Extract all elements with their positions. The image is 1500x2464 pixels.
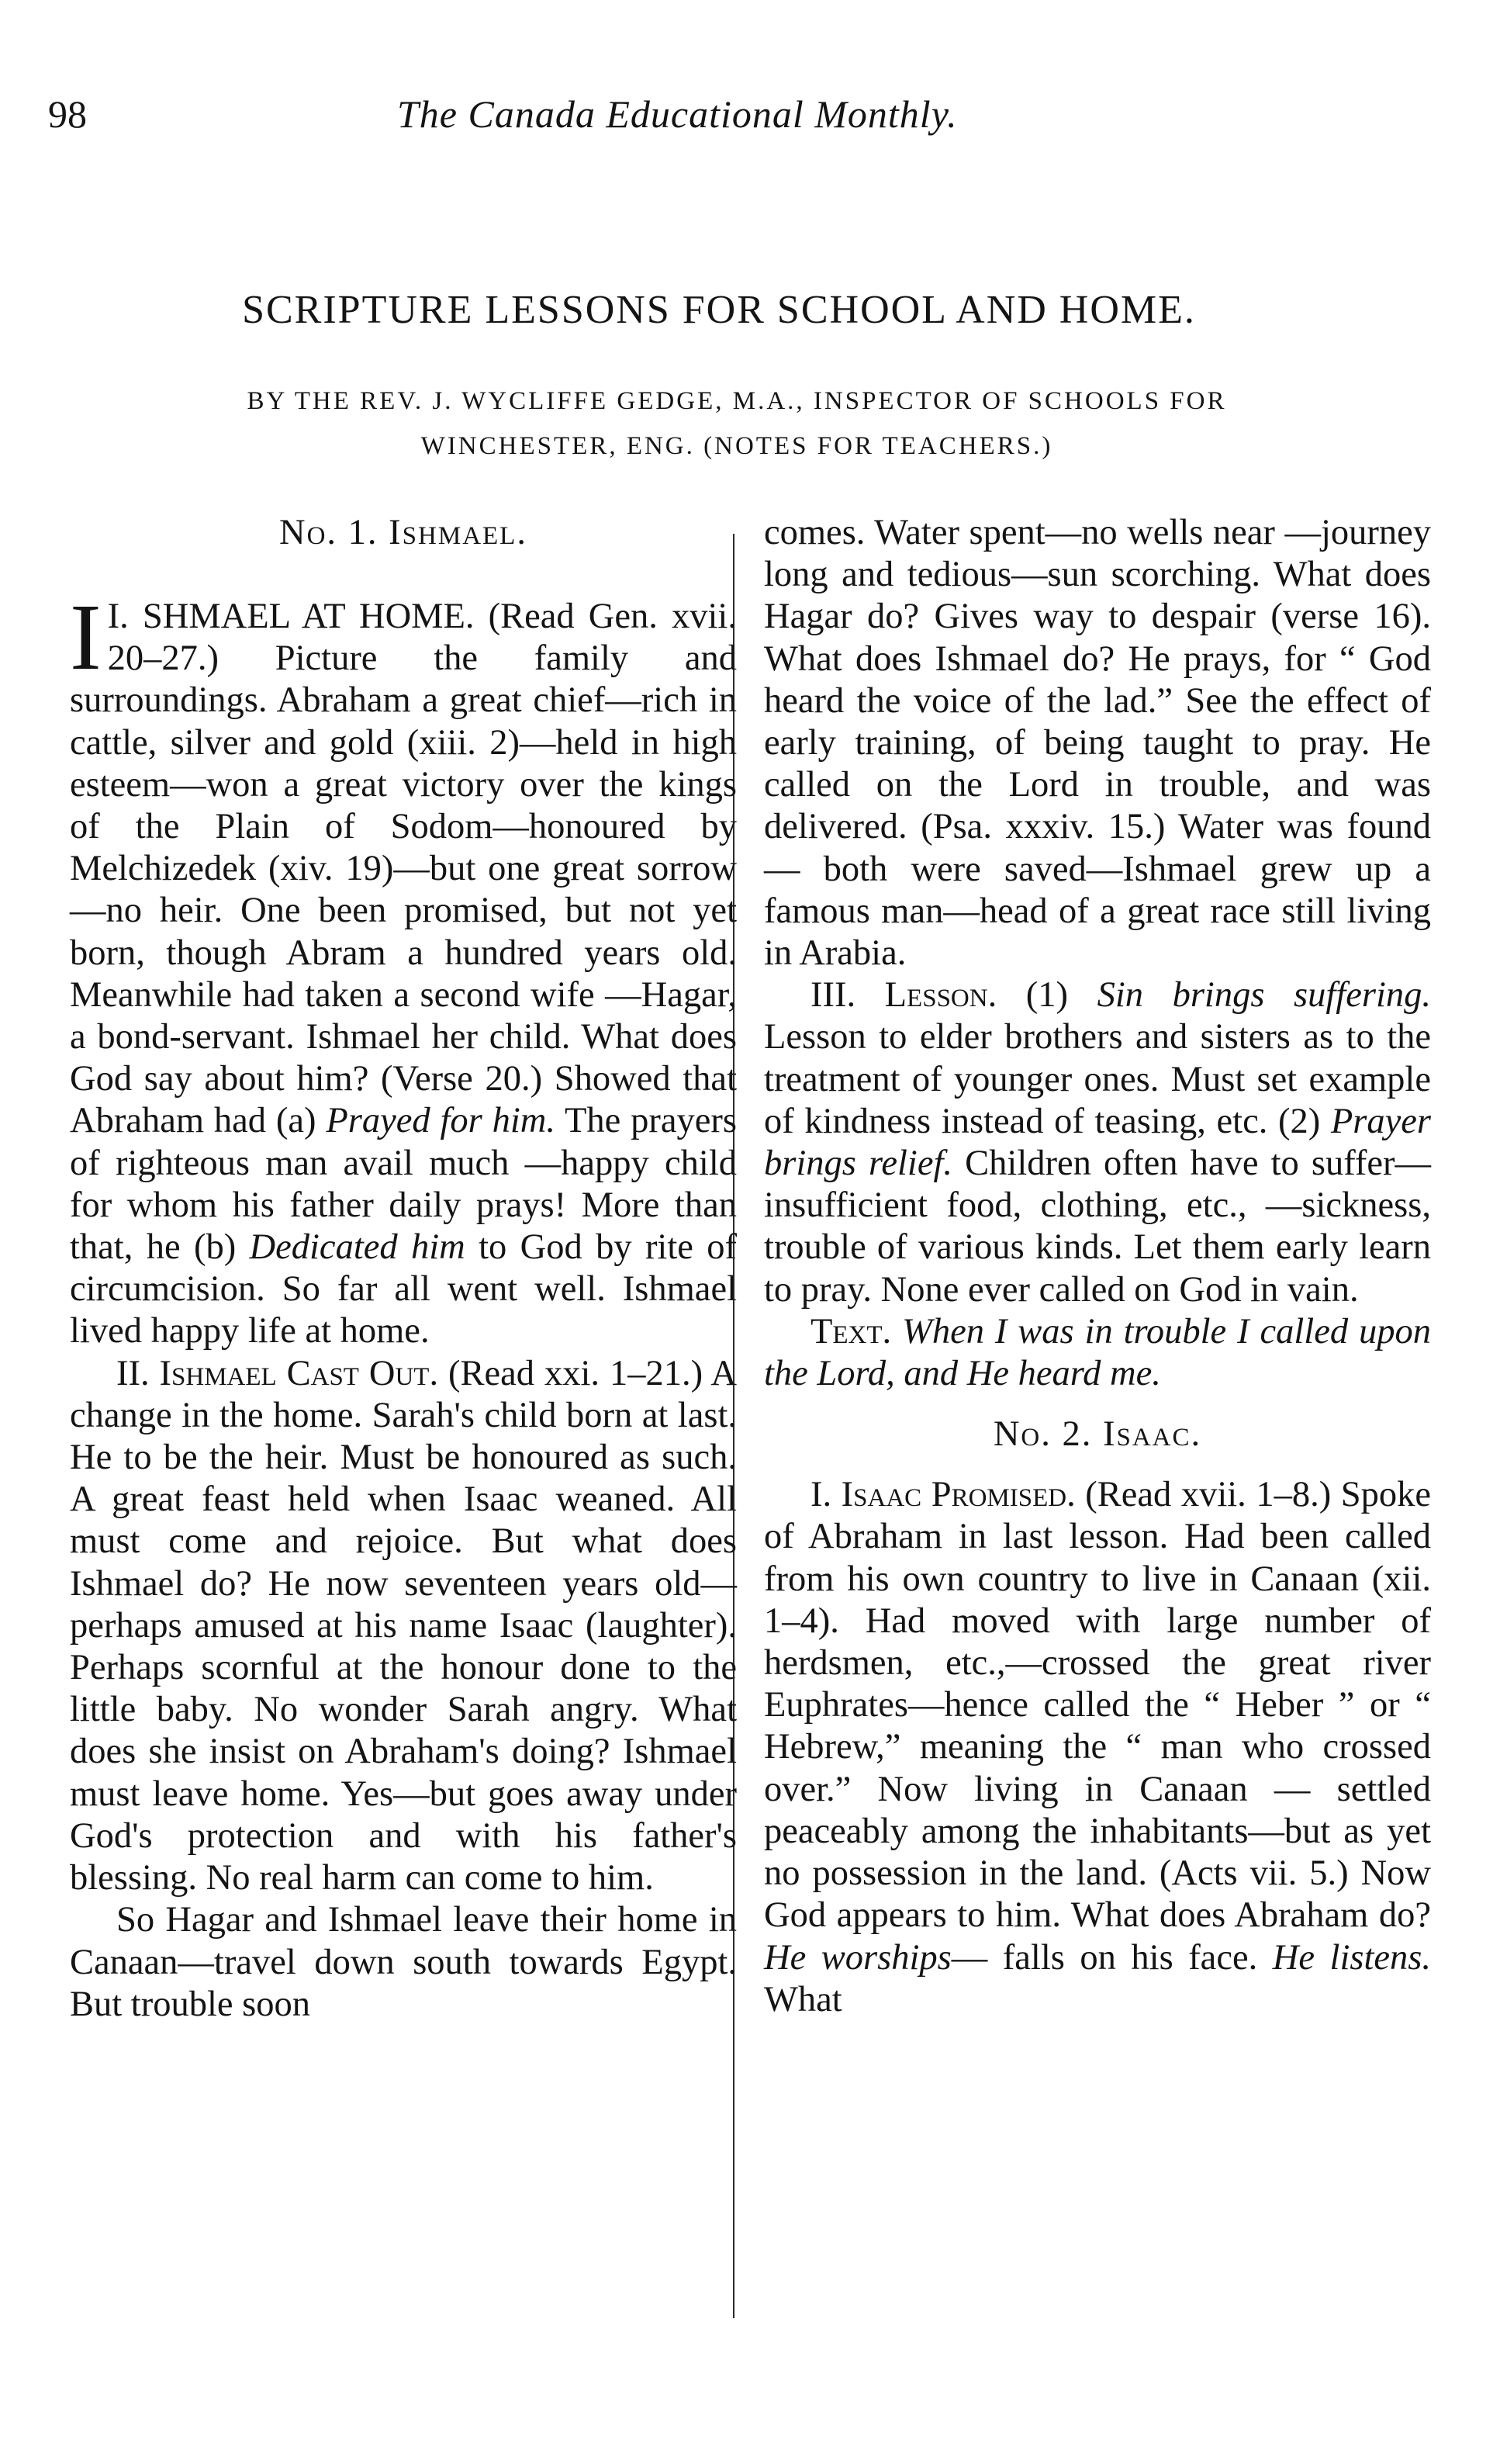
- byline: [116, 379, 1357, 469]
- section-text: to God by rite of circumcision. So far all went well. Ishmael lived happy life at home.: [70, 1227, 737, 1351]
- lesson-1-text-quote: [764, 1311, 1431, 1395]
- section-text: The prayers of righteous man avail much —happy child for whom his father daily prays! More than that, he (b): [70, 1101, 737, 1268]
- section-heading-inline: I. Isaac Promised.: [810, 1475, 1076, 1515]
- emphasis-text: He worships: [764, 1937, 952, 1978]
- spacer: [70, 554, 737, 596]
- right-column: [764, 512, 1431, 2021]
- section-text: — falls on his face.: [951, 1937, 1273, 1978]
- drop-cap: I: [70, 585, 102, 690]
- section-text: Children often have to suffer—insufficient food, clothing, etc., —sickness, trouble of various kinds. Let them early learn to pray. None ever called on God in vain.: [764, 1144, 1431, 1310]
- text-quote: When I was in trouble I called upon the Lord, and He heard me.: [764, 1311, 1431, 1394]
- byline-line-2: WINCHESTER, ENG. (NOTES FOR TEACHERS.): [420, 432, 1053, 460]
- spacer: [764, 1395, 1431, 1414]
- section-heading-inline: III. Lesson.: [810, 975, 997, 1016]
- running-head: [48, 92, 1072, 146]
- section-text: What: [764, 1979, 842, 2019]
- lesson-1-section-2: [70, 1353, 737, 1900]
- lesson-1-section-2-continued: So Hagar and Ishmael leave their home in Canaan—travel down south towards Egypt. But trouble soon: [70, 1900, 737, 2024]
- section-number: I.: [107, 597, 143, 636]
- article-title: SCRIPTURE LESSONS FOR SCHOOL AND HOME.: [242, 288, 1196, 332]
- journal-title: The Canada Educational Monthly.: [397, 92, 958, 136]
- section-text: Lesson to elder brothers and sisters as to the treatment of younger ones. Must set example of kindness instead of teasing, etc. (2): [764, 1017, 1431, 1141]
- emphasis-text: Prayed for him.: [326, 1101, 555, 1141]
- lesson-1-section-3: [764, 974, 1431, 1311]
- emphasis-text: Dedicated him: [249, 1227, 465, 1268]
- section-text: (Read Gen. xvii. 20–27.) Picture the family and surroundings. Abraham a great chief—rich in cattle, silver and gold (xiii. 2)—held in high esteem—won a great victory over the kings of the Plain of Sodom—honoured by Melchizedek (xiv. 19)—but one great sorrow—no heir. One been promised, but not yet born, though Abram a hundred years old. Meanwhile had taken a second wife —Hagar, a bond-servant. Ishmael her child. What does God say about him? (Verse 20.) Showed that Abraham had (a): [70, 597, 737, 1141]
- emphasis-text: He listens.: [1272, 1937, 1431, 1978]
- section-text: (Read xvii. 1–8.) Spoke of Abraham in last lesson. Had been called from his own country to live in Canaan (xii. 1–4). Had moved with large number of herdsmen, etc.,—crossed the great river Euphrates—hence called the “ Heber ” or “ Hebrew,” meaning the “ man who crossed over.” Now living in Canaan — settled peaceably among the inhabitants—but as yet no possession in the land. (Acts vii. 5.) Now God appears to him. What does Abraham do?: [764, 1475, 1431, 1936]
- byline-line-1: BY THE REV. J. WYCLIFFE GEDGE, M.A., INSPECTOR OF SCHOOLS FOR: [247, 387, 1227, 415]
- page-number: 98: [48, 92, 87, 136]
- section-text: (Read xxi. 1–21.) A change in the home. Sarah's child born at last. He to be the heir. Must be honoured as such. A great feast held when Isaac weaned. All must come and rejoice. But what does Ishmael do? He now seventeen years old—perhaps amused at his name Isaac (laughter). Perhaps scornful at the honour done to the little baby. No wonder Sarah angry. What does she insist on Abraham's doing? Ishmael must leave home. Yes—but goes away under God's protection and with his father's blessing. No real harm can come to him.: [70, 1353, 737, 1898]
- lesson-1-section-1: [70, 585, 737, 1353]
- emphasis-text: Sin brings suffering.: [1097, 975, 1431, 1016]
- section-lead: SHMAEL AT HOME.: [142, 597, 475, 636]
- lesson-1-heading: No. 1. Ishmael.: [279, 513, 527, 552]
- section-heading-inline: II. Ishmael Cast Out.: [116, 1353, 439, 1393]
- text-label: Text.: [810, 1311, 892, 1351]
- spacer: [764, 1455, 1431, 1474]
- emphasis-text: Prayer brings relief.: [764, 1101, 1431, 1184]
- lesson-1-section-2-overflow: comes. Water spent—no wells near —journey long and tedious—sun scorching. What does Hagar do? Gives way to despair (verse 16). What does Ishmael do? He prays, for “ God heard the voice of the lad.” See the effect of early training, of being taught to pray. He called on the Lord in trouble, and was delivered. (Psa. xxxiv. 15.) Water was found— both were saved—Ishmael grew up a famous man—head of a great race still living in Arabia.: [764, 513, 1431, 974]
- left-column: [70, 512, 737, 2026]
- section-text: (1): [997, 975, 1097, 1016]
- lesson-2-section-1: [764, 1474, 1431, 2021]
- lesson-2-heading: No. 2. Isaac.: [993, 1414, 1202, 1455]
